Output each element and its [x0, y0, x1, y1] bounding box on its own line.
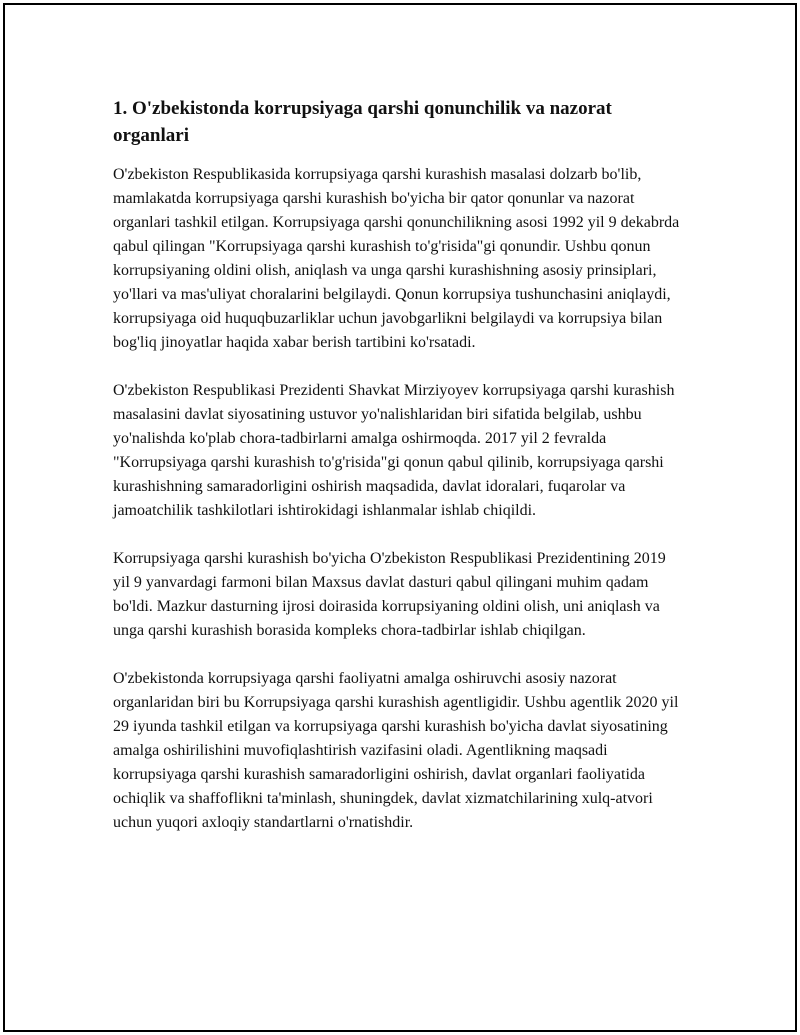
paragraph-3: Korrupsiyaga qarshi kurashish bo'yicha O'zbekiston Respublikasi Prezidentining 2019 yil 9 yanvardagi farmoni bilan Maxsus davlat dasturi qabul qilingani muhim qadam bo'ldi. Mazkur dasturning ijrosi doirasida korrupsiyaning oldini olish, uni aniqlash va unga qarshi kurashish borasida kompleks chora-tadbirlar ishlab chiqilgan. — [113, 550, 666, 639]
paragraph-2: O'zbekiston Respublikasi Prezidenti Shavkat Mirziyoyev korrupsiyaga qarshi kurashish masalasini davlat siyosatining ustuvor yo'nalishlaridan biri sifatida belgilab, ushbu yo'nalishda ko'plab chora-tadbirlarni amalga oshirmoqda. 2017 yil 2 fevralda "Korrupsiyaga qarshi kurashish to'g'risida"gi qonun qabul qilinib, korrupsiyaga qarshi kurashishning samaradorligini oshirish maqsadida, davlat idoralari, fuqarolar va jamoatchilik tashkilotlari ishtirokidagi ishlanmalar ishlab chiqildi. — [113, 382, 675, 519]
document-title: 1. O'zbekistonda korrupsiyaga qarshi qonunchilik va nazorat organlari — [113, 98, 612, 146]
paragraph-4: O'zbekistonda korrupsiyaga qarshi faoliyatni amalga oshiruvchi asosiy nazorat organlaridan biri bu Korrupsiyaga qarshi kurashish agentligidir. Ushbu agentlik 2020 yil 29 iyunda tashkil etilgan va korrupsiyaga qarshi kurashish bo'yicha davlat siyosatining amalga oshirilishini muvofiqlashtirish vazifasini oladi. Agentlikning maqsadi korrupsiyaga qarshi kurashish samaradorligini oshirish, davlat organlari faoliyatida ochiqlik va shaffoflikni ta'minlash, shuningdek, davlat xizmatchilarining xulq-atvori uchun yuqori axloqiy standartlarni o'rnatishdir. — [113, 670, 679, 831]
document-body — [113, 95, 683, 859]
paragraph-1: O'zbekiston Respublikasida korrupsiyaga qarshi kurashish masalasi dolzarb bo'lib, mamlakatda korrupsiyaga qarshi kurashish bo'yicha bir qator qonunlar va nazorat organlari tashkil etilgan. Korrupsiyaga qarshi qonunchilikning asosi 1992 yil 9 dekabrda qabul qilingan "Korrupsiyaga qarshi kurashish to'g'risida"gi qonundir. Ushbu qonun korrupsiyaning oldini olish, aniqlash va unga qarshi kurashishning asosiy prinsiplari, yo'llari va mas'uliyat choralarini belgilaydi. Qonun korrupsiya tushunchasini aniqlaydi, korrupsiyaga oid huquqbuzarliklar uchun javobgarlikni belgilaydi va korrupsiya bilan bog'liq jinoyatlar haqida xabar berish tartibini ko'rsatadi. — [113, 166, 680, 351]
